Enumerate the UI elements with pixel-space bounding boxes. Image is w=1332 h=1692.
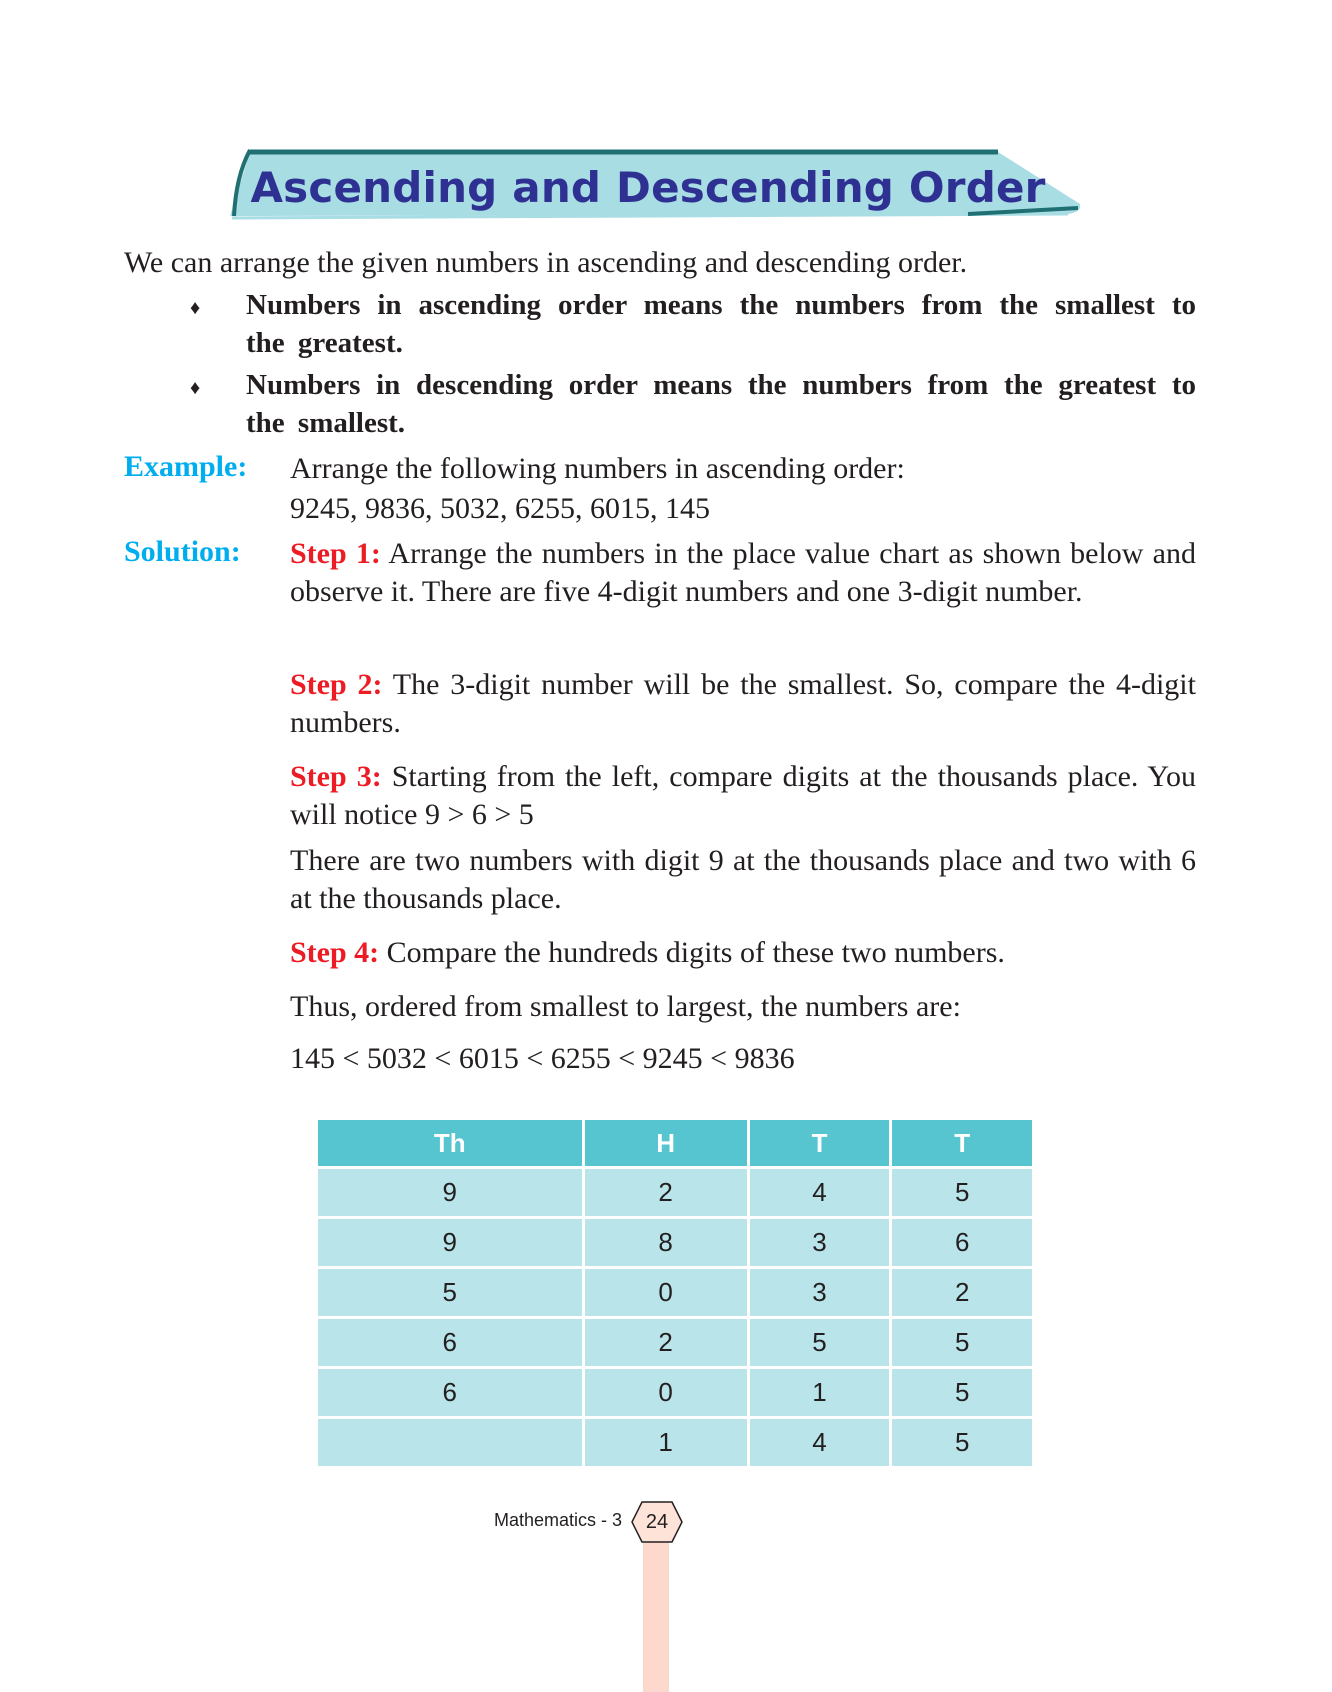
- table-cell: 8: [585, 1219, 747, 1266]
- step-4-text: Compare the hundreds digits of these two numbers.: [386, 936, 1005, 969]
- definition-descending: Numbers in descending order means the numbers from the greatest to the smallest.: [246, 369, 1196, 439]
- example-instruction: Arrange the following numbers in ascending order:: [290, 452, 905, 485]
- definition-ascending: Numbers in ascending order means the numbers from the smallest to the greatest.: [246, 289, 1196, 359]
- conclusion-text: Thus, ordered from smallest to largest, the numbers are:: [290, 990, 961, 1023]
- page-number: 24: [645, 1510, 669, 1533]
- table-cell: 6: [318, 1369, 582, 1416]
- header-thousands: Th: [318, 1120, 582, 1166]
- definition-item: [190, 286, 1196, 362]
- diamond-bullet-icon: ♦: [190, 297, 201, 319]
- table-cell: 2: [585, 1169, 747, 1216]
- table-cell: 0: [585, 1269, 747, 1316]
- table-cell: 1: [585, 1419, 747, 1466]
- table-cell: 5: [892, 1169, 1032, 1216]
- ordered-numbers: 145 < 5032 < 6015 < 6255 < 9245 < 9836: [290, 1042, 795, 1075]
- step-2: [290, 666, 1196, 742]
- page-stripe: [643, 1536, 669, 1692]
- table-cell: 3: [750, 1269, 890, 1316]
- table-cell: 5: [750, 1319, 890, 1366]
- intro-text: We can arrange the given numbers in ascending and descending order.: [124, 246, 968, 279]
- example-numbers: 9245, 9836, 5032, 6255, 6015, 145: [290, 492, 710, 525]
- table-cell: 9: [318, 1169, 582, 1216]
- table-cell: 4: [750, 1419, 890, 1466]
- solution-label: Solution:: [124, 535, 241, 568]
- table-cell: 5: [318, 1269, 582, 1316]
- table-header-row: [318, 1120, 1032, 1166]
- table-row: [318, 1319, 1032, 1366]
- step-3-note: There are two numbers with digit 9 at the thousands place and two with 6 at the thousands place.: [290, 844, 1196, 915]
- table-cell: 3: [750, 1219, 890, 1266]
- step-1-label: Step 1:: [290, 537, 381, 570]
- step-1: [290, 535, 1196, 611]
- place-value-table: [315, 1117, 1035, 1469]
- table-cell: 2: [892, 1269, 1032, 1316]
- table-row: [318, 1419, 1032, 1466]
- table-cell: [318, 1419, 582, 1466]
- step-3-text: Starting from the left, compare digits at the thousands place. You will notice 9 > 6 > 5: [290, 760, 1197, 831]
- table-row: [318, 1269, 1032, 1316]
- table-cell: 0: [585, 1369, 747, 1416]
- table-cell: 5: [892, 1419, 1032, 1466]
- header-ones: T: [892, 1120, 1032, 1166]
- page-number-badge: [630, 1500, 684, 1544]
- definition-item: [190, 366, 1196, 442]
- table-row: [318, 1169, 1032, 1216]
- step-1-text: Arrange the numbers in the place value chart as shown below and observe it. There are five 4-digit numbers and one 3-digit number.: [290, 537, 1196, 608]
- step-4: [290, 934, 1196, 972]
- header-tens: T: [750, 1120, 890, 1166]
- table-cell: 6: [318, 1319, 582, 1366]
- definition-list: [190, 286, 1196, 446]
- table-cell: 5: [892, 1319, 1032, 1366]
- table-cell: 4: [750, 1169, 890, 1216]
- header-hundreds: H: [585, 1120, 747, 1166]
- step-2-label: Step 2:: [290, 668, 383, 701]
- table-cell: 2: [585, 1319, 747, 1366]
- table-row: [318, 1219, 1032, 1266]
- step-3: [290, 758, 1196, 834]
- step-3-label: Step 3:: [290, 760, 382, 793]
- book-title: Mathematics - 3: [493, 1510, 622, 1530]
- table-cell: 1: [750, 1369, 890, 1416]
- diamond-bullet-icon: ♦: [190, 377, 201, 399]
- table-row: [318, 1369, 1032, 1416]
- table-cell: 9: [318, 1219, 582, 1266]
- title-banner: [228, 146, 1084, 228]
- example-label: Example:: [124, 450, 248, 483]
- step-2-text: The 3-digit number will be the smallest. So, compare the 4-digit numbers.: [290, 668, 1196, 739]
- page-title: Ascending and Descending Order: [250, 162, 1046, 212]
- step-4-label: Step 4:: [290, 936, 380, 969]
- table-cell: 5: [892, 1369, 1032, 1416]
- table-cell: 6: [892, 1219, 1032, 1266]
